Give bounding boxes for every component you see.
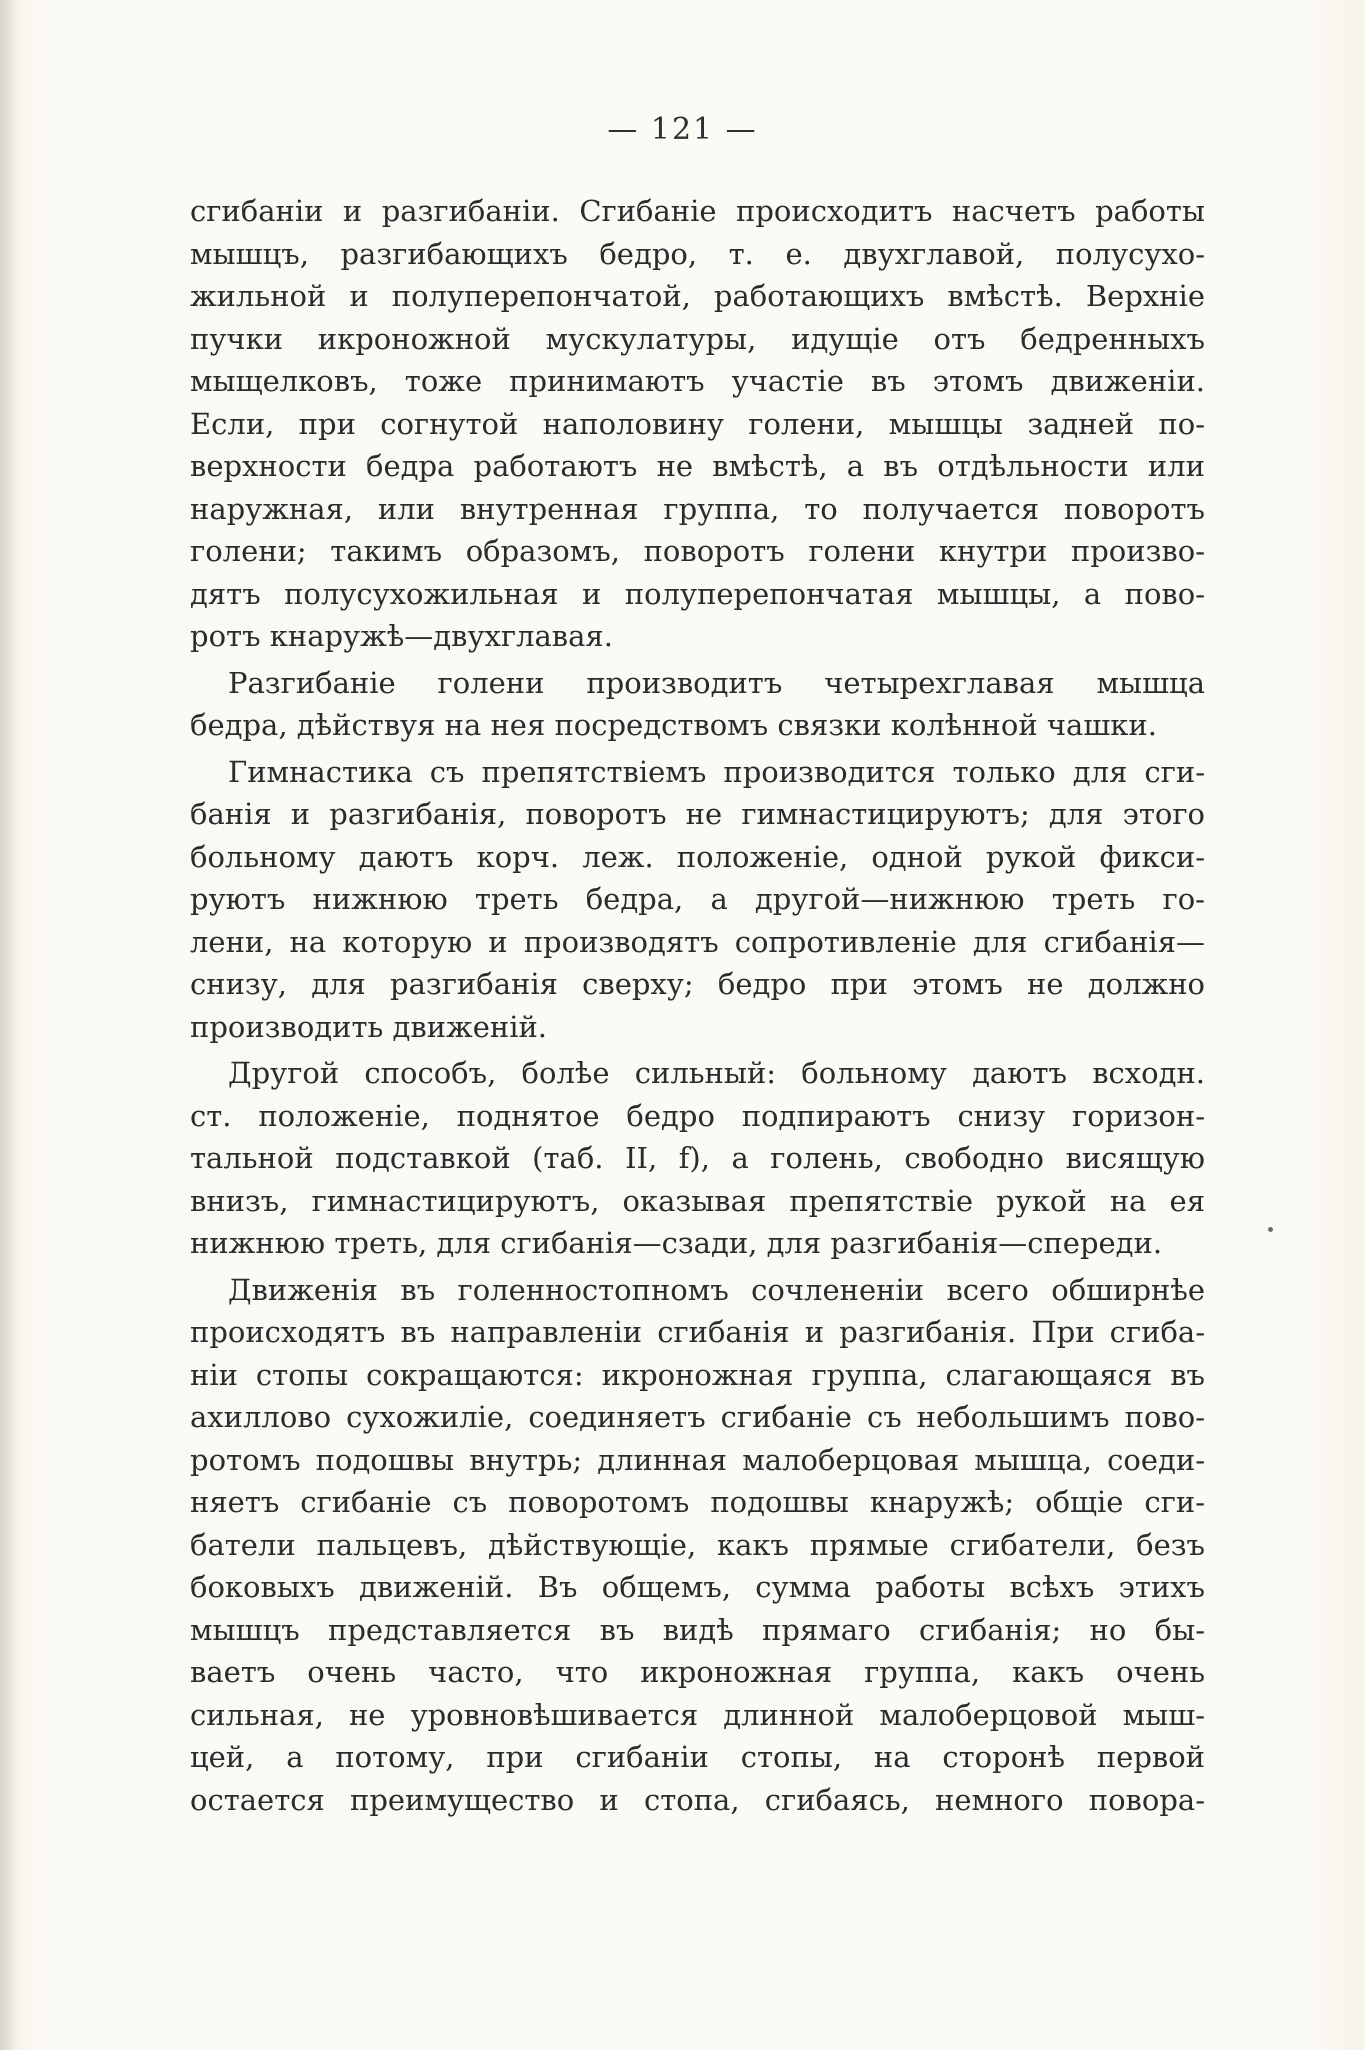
text-line: батели пальцевъ, дѣйствующіе, какъ прямые сгибатели, безъ bbox=[190, 1527, 1205, 1562]
text-line: ніи стопы сокращаются: икроножная группа, слагающаяся въ bbox=[190, 1357, 1205, 1392]
paragraph-2 bbox=[190, 662, 1205, 747]
text-line: дятъ полусухожильная и полуперепончатая мышцы, а пово- bbox=[190, 576, 1205, 611]
text-line: верхности бедра работаютъ не вмѣстѣ, а въ отдѣльности или bbox=[190, 449, 1205, 483]
paragraph-3 bbox=[190, 751, 1205, 1049]
text-line: сильная, не уровновѣшивается длинной малоберцовой мыш- bbox=[190, 1697, 1205, 1732]
text-line: руютъ нижнюю треть бедра, а другой—нижнюю треть го- bbox=[190, 882, 1205, 916]
text-line: ахиллово сухожиліе, соединяетъ сгибаніе съ небольшимъ пово- bbox=[190, 1400, 1205, 1434]
text-line: голени; такимъ образомъ, поворотъ голени кнутри произво- bbox=[190, 534, 1205, 568]
text-line: производить движеній. bbox=[190, 1009, 548, 1044]
page-gutter-shadow bbox=[0, 0, 18, 2050]
text-line: мыщелковъ, тоже принимаютъ участіе въ этомъ движеніи. bbox=[190, 364, 1205, 398]
text-line: происходятъ въ направленіи сгибанія и разгибанія. При сгиба- bbox=[190, 1315, 1205, 1349]
ink-speck bbox=[1268, 1227, 1273, 1232]
paragraph-1 bbox=[190, 190, 1205, 658]
text-line: наружная, или внутренная группа, то получается поворотъ bbox=[190, 491, 1205, 526]
text-line: Движенія въ голенностопномъ сочлененіи всего обширнѣе bbox=[228, 1272, 1205, 1307]
text-line: ротомъ подошвы внутрь; длинная малоберцовая мышца, соеди- bbox=[190, 1442, 1205, 1477]
text-line: внизъ, гимнастицируютъ, оказывая препятствіе рукой на ея bbox=[190, 1183, 1205, 1218]
paragraph-4 bbox=[190, 1052, 1205, 1265]
paragraph-5 bbox=[190, 1269, 1205, 1822]
text-line: мышцъ представляется въ видѣ прямаго сгибанія; но бы- bbox=[190, 1612, 1205, 1647]
text-line: сгибаніи и разгибаніи. Сгибаніе происходитъ насчетъ работы bbox=[190, 194, 1205, 228]
text-line: банія и разгибанія, поворотъ не гимнастицируютъ; для этого bbox=[190, 797, 1205, 831]
text-line: ваетъ очень часто, что икроножная группа, какъ очень bbox=[190, 1655, 1205, 1689]
page-number: — 121 — bbox=[607, 112, 758, 147]
text-line: лени, на которую и производятъ сопротивленіе для сгибанія— bbox=[190, 924, 1205, 959]
text-line: остается преимущество и стопа, сгибаясь, немного повора- bbox=[190, 1782, 1205, 1817]
text-line: снизу, для разгибанія сверху; бедро при этомъ не должно bbox=[190, 967, 1205, 1001]
text-line: ст. положеніе, поднятое бедро подпираютъ снизу горизон- bbox=[190, 1098, 1205, 1133]
text-line: мышцъ, разгибающихъ бедро, т. е. двухглавой, полусухо- bbox=[190, 236, 1205, 271]
text-line: няетъ сгибаніе съ поворотомъ подошвы кнаружѣ; общіе сги- bbox=[190, 1485, 1205, 1519]
text-line: нижнюю треть, для сгибанія—сзади, для разгибанія—спереди. bbox=[190, 1226, 1163, 1260]
text-line: Если, при согнутой наполовину голени, мышцы задней по- bbox=[190, 406, 1205, 441]
text-line: ротъ кнаружѣ—двухглавая. bbox=[190, 619, 613, 653]
text-line: больному даютъ корч. леж. положеніе, одной рукой фикси- bbox=[190, 839, 1205, 874]
text-line: жильной и полуперепончатой, работающихъ вмѣстѣ. Верхніе bbox=[190, 279, 1205, 313]
text-line: пучки икроножной мускулатуры, идущіе отъ бедренныхъ bbox=[190, 321, 1205, 356]
text-line: Разгибаніе голени производитъ четырехглавая мышца bbox=[228, 665, 1205, 700]
text-line: цей, а потому, при сгибаніи стопы, на сторонѣ первой bbox=[190, 1740, 1205, 1774]
text-line: Другой способъ, болѣе сильный: больному даютъ всходн. bbox=[228, 1056, 1205, 1090]
body-text bbox=[190, 190, 1205, 1821]
text-line: тальной подставкой (таб. II, f), а голень, свободно висящую bbox=[190, 1141, 1205, 1175]
text-line: Гимнастика съ препятствіемъ производится только для сги- bbox=[228, 754, 1205, 789]
text-line: бедра, дѣйствуя на нея посредствомъ связки колѣнной чашки. bbox=[190, 708, 1157, 742]
text-line: боковыхъ движеній. Въ общемъ, сумма работы всѣхъ этихъ bbox=[190, 1570, 1205, 1604]
